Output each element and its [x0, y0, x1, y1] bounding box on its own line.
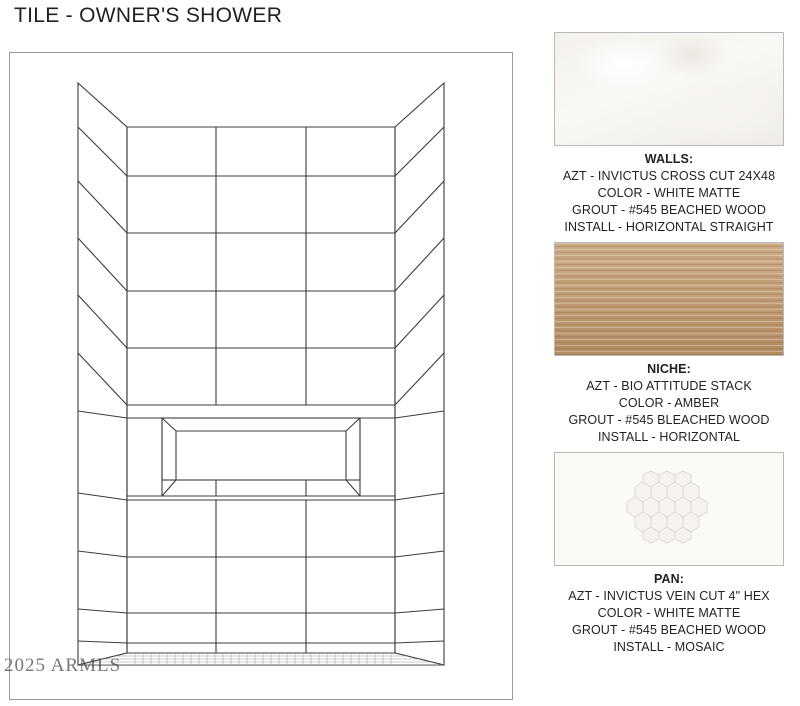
spec-block-niche: [545, 242, 793, 446]
walls-spec-text: [545, 151, 793, 236]
walls-tile-swatch: [554, 32, 784, 146]
pan-tile-swatch: [554, 452, 784, 566]
walls-line-1: AZT - INVICTUS CROSS CUT 24X48: [562, 169, 776, 183]
pan-heading: PAN:: [653, 572, 685, 586]
niche-line-3: GROUT - #545 BLEACHED WOOD: [568, 413, 770, 427]
pan-line-4: INSTALL - MOSAIC: [613, 640, 725, 654]
page-title: TILE - OWNER'S SHOWER: [14, 4, 283, 27]
pan-line-1: AZT - INVICTUS VEIN CUT 4" HEX: [568, 589, 770, 603]
walls-line-2: COLOR - WHITE MATTE: [597, 186, 741, 200]
niche-line-4: INSTALL - HORIZONTAL: [597, 430, 741, 444]
niche-tile-swatch: [554, 242, 784, 356]
walls-line-3: GROUT - #545 BEACHED WOOD: [572, 203, 766, 217]
tile-spec-column: [545, 32, 793, 662]
shower-elevation-drawing: [10, 53, 512, 699]
pan-line-3: GROUT - #545 BEACHED WOOD: [572, 623, 766, 637]
niche-line-1: AZT - BIO ATTITUDE STACK: [586, 379, 752, 393]
niche-line-2: COLOR - AMBER: [618, 396, 720, 410]
pan-spec-text: [545, 571, 793, 656]
spec-block-pan: [545, 452, 793, 656]
hex-mosaic-pattern: [555, 453, 783, 565]
niche-heading: NICHE:: [647, 362, 691, 376]
pan-line-2: COLOR - WHITE MATTE: [597, 606, 741, 620]
walls-line-4: INSTALL - HORIZONTAL STRAIGHT: [564, 220, 774, 234]
spec-block-walls: [545, 32, 793, 236]
walls-heading: WALLS:: [644, 152, 694, 166]
niche-spec-text: [545, 361, 793, 446]
watermark: 2025 ARMLS: [4, 655, 122, 676]
shower-drawing-panel: [9, 52, 513, 700]
